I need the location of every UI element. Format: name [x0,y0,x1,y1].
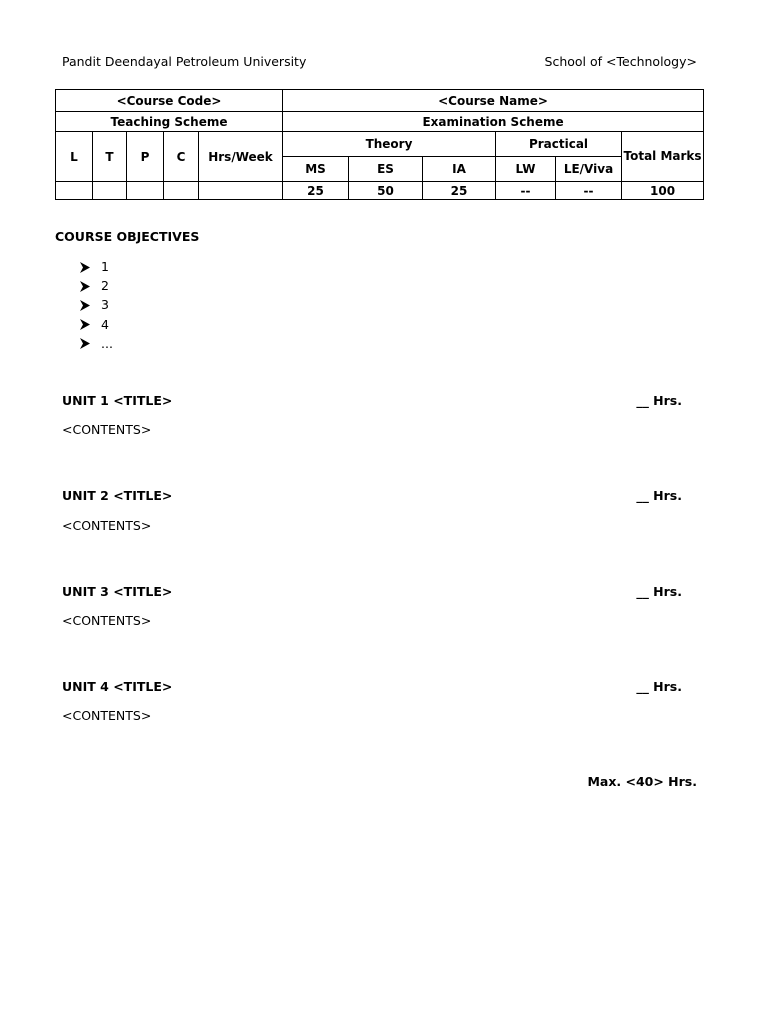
course-code-cell: <Course Code> [56,90,283,112]
col-header-c: C [164,132,199,182]
objective-text: 2 [101,278,109,294]
value-le-viva: -- [556,182,622,200]
value-t [93,182,127,200]
school-name: School of <Technology> [544,54,697,69]
university-name: Pandit Deendayal Petroleum University [62,54,307,69]
value-lw: -- [496,182,556,200]
arrowhead-bullet-icon [78,261,101,273]
value-ms: 25 [283,182,349,200]
list-item [78,295,113,314]
col-header-le-viva: LE/Viva [556,157,622,182]
examination-scheme-header: Examination Scheme [283,112,704,132]
list-item [78,276,113,295]
value-ia: 25 [423,182,496,200]
list-item [78,315,113,334]
course-objectives-list [78,257,113,353]
value-l [56,182,93,200]
list-item [78,334,113,353]
course-name-cell: <Course Name> [283,90,704,112]
unit-3-hours: __ Hrs. [636,584,682,599]
unit-4-hours: __ Hrs. [636,679,682,694]
unit-2-hours: __ Hrs. [636,488,682,503]
unit-2-title: UNIT 2 <TITLE> [62,488,173,503]
arrowhead-bullet-icon [78,299,101,311]
course-objectives-heading: COURSE OBJECTIVES [55,229,200,244]
objective-text: 1 [101,259,109,274]
unit-3-title: UNIT 3 <TITLE> [62,584,173,599]
value-total-marks: 100 [622,182,704,200]
col-header-p: P [127,132,164,182]
unit-3-contents: <CONTENTS> [62,613,152,628]
objective-text: ... [101,335,113,351]
course-scheme-table [55,89,704,200]
max-hours-total: Max. <40> Hrs. [587,774,697,789]
unit-4-contents: <CONTENTS> [62,708,152,723]
col-header-ia: IA [423,157,496,182]
theory-header: Theory [283,132,496,157]
value-es: 50 [349,182,423,200]
unit-4-title: UNIT 4 <TITLE> [62,679,173,694]
list-item [78,257,113,276]
arrowhead-bullet-icon [78,318,101,330]
value-c [164,182,199,200]
objective-text: 3 [101,297,109,313]
col-header-es: ES [349,157,423,182]
unit-2-contents: <CONTENTS> [62,518,152,533]
col-header-l: L [56,132,93,182]
col-header-hrs-week: Hrs/Week [199,132,283,182]
teaching-scheme-header: Teaching Scheme [56,112,283,132]
unit-1-title: UNIT 1 <TITLE> [62,393,173,408]
unit-1-hours: __ Hrs. [636,393,682,408]
arrowhead-bullet-icon [78,337,101,349]
value-hrs-week [199,182,283,200]
unit-1-contents: <CONTENTS> [62,422,152,437]
col-header-t: T [93,132,127,182]
value-p [127,182,164,200]
practical-header: Practical [496,132,622,157]
total-marks-header: Total Marks [622,132,704,182]
col-header-ms: MS [283,157,349,182]
col-header-lw: LW [496,157,556,182]
objective-text: 4 [101,316,109,332]
arrowhead-bullet-icon [78,280,101,292]
